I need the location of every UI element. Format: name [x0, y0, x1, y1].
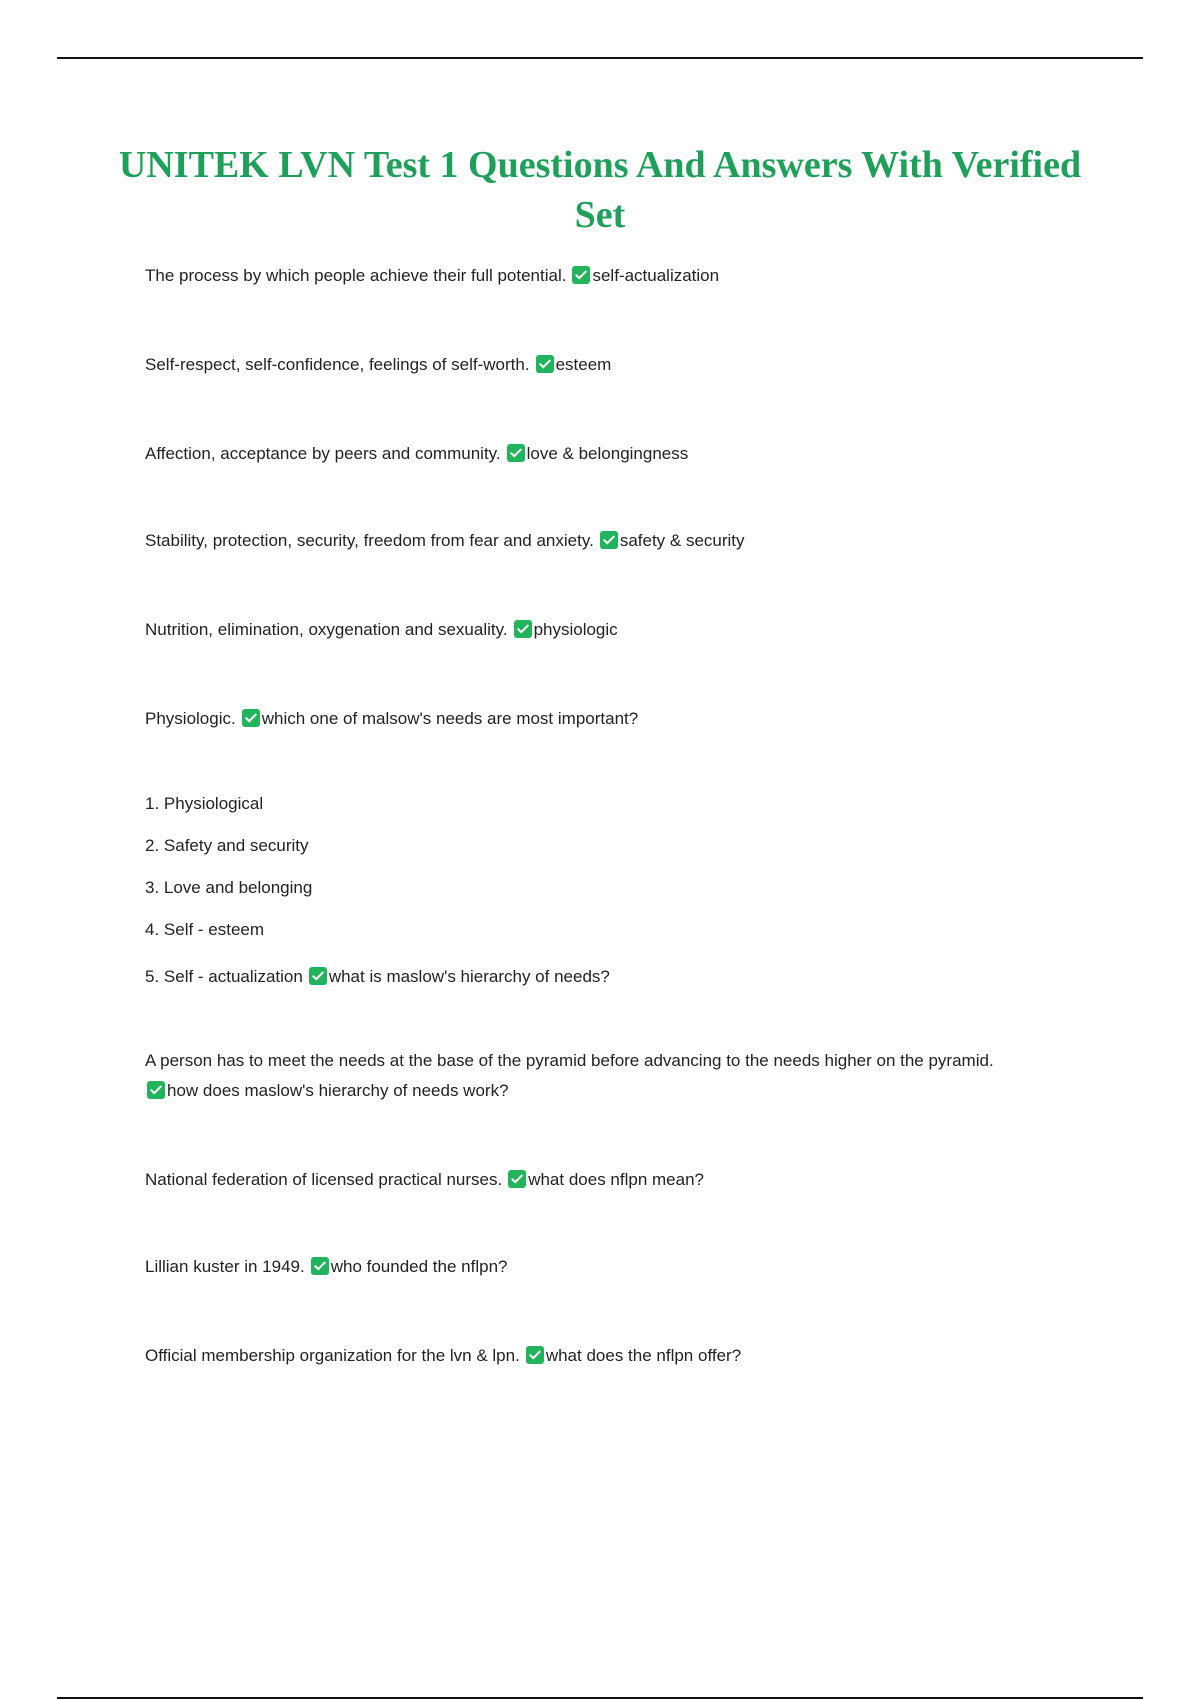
question-text: National federation of licensed practical nurses. [145, 1170, 503, 1189]
hierarchy-list-item: 3. Love and belonging [145, 878, 313, 897]
answer-text: safety & security [619, 531, 745, 550]
qa-item [145, 707, 638, 731]
qa-item [145, 442, 688, 466]
page-title: UNITEK LVN Test 1 Questions And Answers With Verified Set [118, 144, 1082, 236]
check-icon [526, 1346, 544, 1364]
answer-text: what does the nflpn offer? [545, 1346, 742, 1365]
question-text: Lillian kuster in 1949. [145, 1257, 305, 1276]
answer-text: self-actualization [592, 266, 720, 285]
answer-text: love & belongingness [526, 444, 689, 463]
check-icon [311, 1257, 329, 1275]
hierarchy-list-item: 5. Self - actualization [145, 967, 303, 986]
qa-item [145, 1046, 1085, 1106]
question-text: Nutrition, elimination, oxygenation and sexuality. [145, 620, 508, 639]
hierarchy-list-item: 1. Physiological [145, 794, 264, 813]
check-icon [242, 709, 260, 727]
answer-text: which one of malsow's needs are most important? [261, 709, 639, 728]
hierarchy-list-item: 4. Self - esteem [145, 920, 265, 939]
question-text: Official membership organization for the lvn & lpn. [145, 1346, 520, 1365]
check-icon [508, 1170, 526, 1188]
qa-item [145, 1168, 704, 1192]
qa-item [145, 1344, 741, 1368]
check-icon [507, 444, 525, 462]
question-text: Self-respect, self-confidence, feelings of self-worth. [145, 355, 530, 374]
answer-text: how does maslow's hierarchy of needs work? [167, 1081, 509, 1100]
answer-text: physiologic [533, 620, 618, 639]
qa-item [145, 264, 719, 288]
qa-item [145, 618, 618, 642]
question-text: A person has to meet the needs at the base of the pyramid before advancing to the needs higher on the pyramid. [145, 1051, 994, 1070]
check-icon [600, 531, 618, 549]
question-text: Physiologic. [145, 709, 236, 728]
question-text: The process by which people achieve their full potential. [145, 266, 567, 285]
qa-item [145, 353, 611, 377]
question-text: Stability, protection, security, freedom from fear and anxiety. [145, 531, 594, 550]
answer-text: esteem [555, 355, 612, 374]
hierarchy-list-item: 2. Safety and security [145, 836, 309, 855]
check-icon [536, 355, 554, 373]
question-text: Affection, acceptance by peers and community. [145, 444, 501, 463]
check-icon [309, 967, 327, 985]
check-icon [147, 1081, 165, 1099]
answer-text: what does nflpn mean? [528, 1170, 704, 1189]
qa-item [145, 1255, 507, 1279]
top-rule [57, 57, 1143, 59]
answer-text: what is maslow's hierarchy of needs? [328, 967, 610, 986]
check-icon [514, 620, 532, 638]
qa-item [145, 529, 745, 553]
qa-item [145, 965, 610, 989]
check-icon [572, 266, 590, 284]
answer-text: who founded the nflpn? [330, 1257, 508, 1276]
bottom-rule [57, 1697, 1143, 1699]
